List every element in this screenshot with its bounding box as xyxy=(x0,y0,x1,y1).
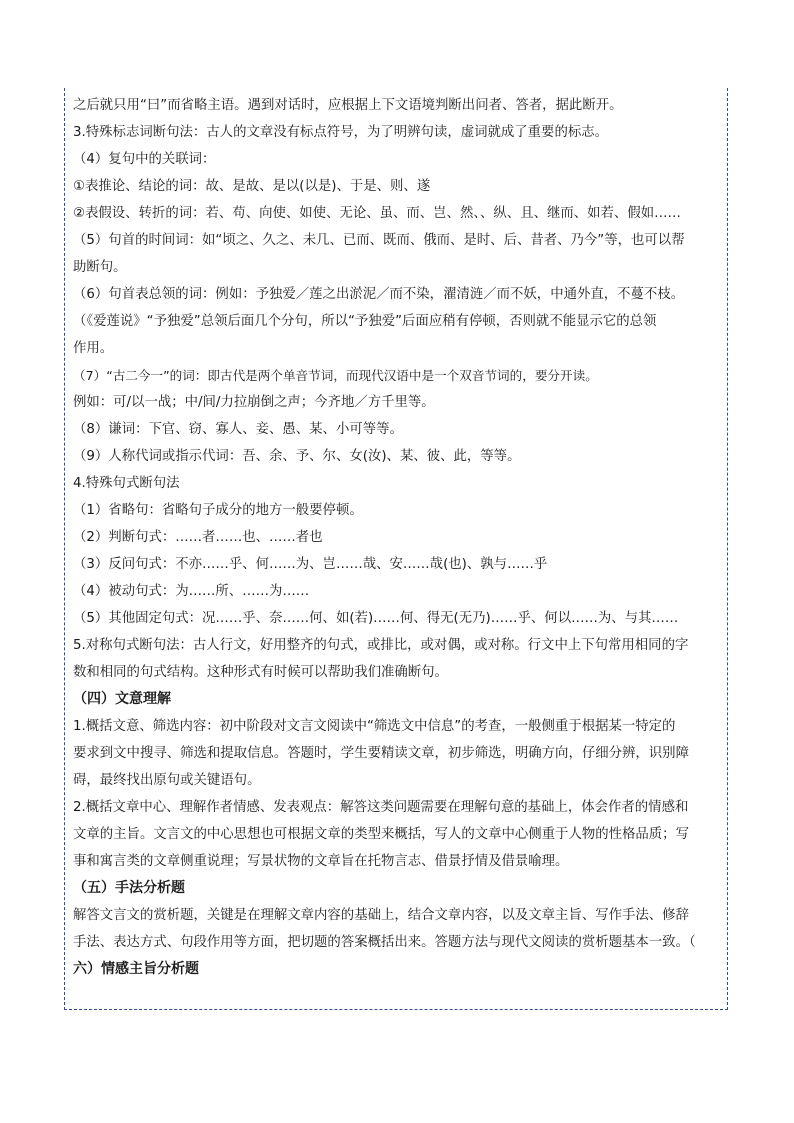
section-heading: （四）文意理解 xyxy=(73,691,171,707)
text-line: 事和寓言类的文章侧重说理；写景状物的文章旨在托物言志、借景抒情及借景喻理。 xyxy=(73,854,569,869)
text-line: （9）人称代词或指示代词：吾、余、予、尔、女(汝)、某、彼、此，等等。 xyxy=(73,449,521,464)
text-line: 解答文言文的赏析题，关键是在理解文章内容的基础上，结合文章内容，以及文章主旨、写作手法、修辞 xyxy=(73,908,689,923)
text-line: （1）省略句：省略句子成分的地方一般要停顿。 xyxy=(73,503,363,518)
text-line: ②表假设、转折的词：若、苟、向使、如使、无论、虽、而、岂、然、、纵、且、继而、如若、假如…… xyxy=(73,206,681,221)
text-line: 1.概括文意、筛选内容：初中阶段对文言文阅读中“筛选文中信息”的考查，一般侧重于根据某一特定的 xyxy=(73,719,676,734)
document-body xyxy=(73,92,723,983)
text-line: 数和相同的句式结构。这种形式有时候可以帮助我们准确断句。 xyxy=(73,665,448,680)
text-line: （4）被动句式：为……所、……为…… xyxy=(73,584,310,599)
text-line: （《爱莲说》“予独爱”总领后面几个分句，所以“予独爱”后面应稍有停顿，否则就不能显示它的总领 xyxy=(73,314,657,329)
text-line: 要求到文中搜寻、筛选和提取信息。答题时，学生要精读文章，初步筛选，明确方向，仔细分辨，识别障 xyxy=(73,746,689,761)
text-line: 例如：可/以一战；中/间/力拉崩倒之声；今齐地／方千里等。 xyxy=(73,395,435,410)
text-line: （3）反问句式：不亦……乎、何……为、岂……哉、安……哉(也)、孰与……乎 xyxy=(73,557,548,572)
text-line: 作用。 xyxy=(73,341,114,356)
text-line: （5）其他固定句式：况……乎、奈……何、如(若)……何、得无(无乃)……乎、何以……为、与其…… xyxy=(73,611,679,626)
text-line: （5）句首的时间词：如“顷之、久之、未几、已而、既而、俄而、是时、后、昔者、乃今”等，也可以帮 xyxy=(73,233,685,248)
text-line: 之后就只用“曰”而省略主语。遇到对话时，应根据上下文语境判断出问者、答者，据此断开。 xyxy=(73,98,623,113)
text-line: 文章的主旨。文言文的中心思想也可根据文章的类型来概括，写人的文章中心侧重于人物的性格品质；写 xyxy=(73,827,689,842)
text-line: 4.特殊句式断句法 xyxy=(73,476,180,491)
text-line: （2）判断句式：……者……也、……者也 xyxy=(73,530,323,545)
section-heading: （五）手法分析题 xyxy=(73,880,185,896)
text-line: 手法、表达方式、句段作用等方面，把切题的答案概括出来。答题方法与现代文阅读的赏析题基本一致。（ xyxy=(73,935,696,950)
text-line: 3.特殊标志词断句法：古人的文章没有标点符号，为了明辨句读，虚词就成了重要的标志。 xyxy=(73,125,609,140)
text-line: 2.概括文章中心、理解作者情感、发表观点：解答这类问题需要在理解句意的基础上，体会作者的情感和 xyxy=(73,800,689,815)
text-line: （4）复句中的关联词： xyxy=(73,152,216,167)
text-line: 助断句。 xyxy=(73,260,127,275)
text-line: （6）句首表总领的词：例如：予独爱／莲之出淤泥／而不染，濯清涟／而不妖，中通外直，不蔓不枝。 xyxy=(73,287,685,302)
text-line: （7）“古二今一”的词：即古代是两个单音节词，而现代汉语中是一个双音节词的，要分开读。 xyxy=(73,368,598,383)
text-line: 5.对称句式断句法：古人行文，好用整齐的句式，或排比，或对偶，或对称。行文中上下句常用相同的字 xyxy=(73,638,689,653)
text-line: 碍，最终找出原句或关键语句。 xyxy=(73,773,261,788)
text-line: ①表推论、结论的词：故、是故、是以(以是)、于是、则、遂 xyxy=(73,179,431,194)
section-heading: 六）情感主旨分析题 xyxy=(73,961,199,977)
text-line: （8）谦词：下官、窃、寡人、妾、愚、某、小可等等。 xyxy=(73,422,403,437)
